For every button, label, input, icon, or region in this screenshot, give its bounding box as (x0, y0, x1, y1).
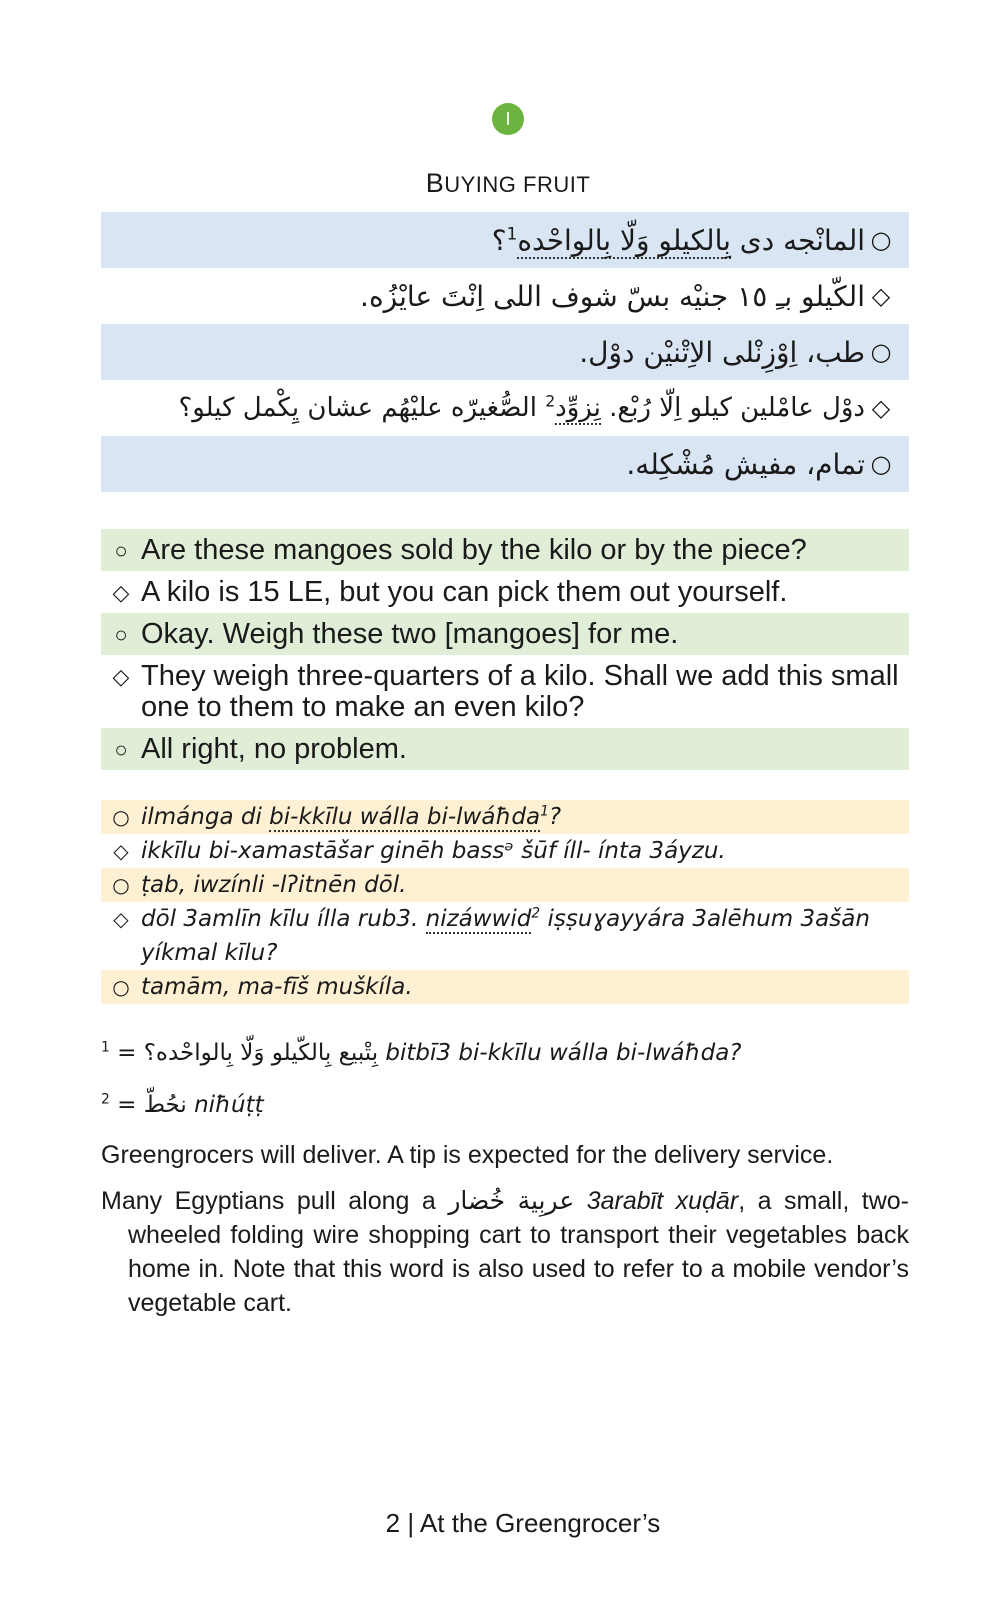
english-line: ◇ They weigh three-quarters of a kilo. Shall we add this small one to them to make an even kilo? (101, 655, 909, 728)
arabic-text: المانْجه دى بِالكيلو وَلّا بِالواحْده$^1$؟ (491, 223, 865, 257)
english-line: ○ Are these mangoes sold by the kilo or by the piece? (101, 529, 909, 571)
transliteration-line: ◇ dōl 3amlīn kīlu ílla rub3. nizáwwid$^2$ iṣṣuɣayyára 3alēhum 3ašān yíkmal kīlu? (101, 902, 909, 970)
transliteration-line: ○ tamām, ma-fīš muškíla. (101, 970, 909, 1004)
chapter-badge: I (492, 103, 524, 135)
arabic-line (101, 212, 909, 268)
cart-note: Many Egyptians pull along a عربِية خُضار 3arabīt xuḍār, a small, two-wheeled folding wire shopping cart to transport their vegetables back home in. Note that this word is also used to refer to a mobile vendor’s vegetable cart. (101, 1187, 909, 1317)
english-line: ◇ A kilo is 15 LE, but you can pick them out yourself. (101, 571, 909, 613)
arabic-text: طب، اِوْزِنْلى الاِتْنيْن دوْل. (579, 335, 865, 369)
circle-marker-icon: ○ (112, 873, 130, 897)
transliteration-line: ○ ṭab, iwzínli -lʔitnēn dōl. (101, 868, 909, 902)
circle-marker-icon: ○ (870, 338, 892, 366)
circle-marker-icon: ○ (870, 450, 892, 478)
arabic-text: تمام، مفيش مُشْكِله. (626, 447, 865, 481)
diamond-marker-icon: ◇ (871, 282, 891, 310)
arabic-dialogue (101, 212, 909, 492)
diamond-marker-icon: ◇ (112, 580, 130, 605)
circle-marker-icon: ○ (114, 622, 128, 647)
arabic-line (101, 324, 909, 380)
footnote-1: $^1$ = بِتْبيع بِالكّيلو وَلّا بِالواحْده؟ bitbī3 bi-kkīlu wálla bi-lwáħda? (101, 1039, 742, 1066)
circle-marker-icon: ○ (112, 975, 130, 999)
transliteration-line: ◇ ikkīlu bi-xamastāšar ginēh bassᵊ šūf íll- ínta 3áyzu. (101, 834, 909, 868)
arabic-line (101, 436, 909, 492)
english-line: ○ Okay. Weigh these two [mangoes] for me. (101, 613, 909, 655)
footnote-2: $^2$ = نحُطّ niħúṭṭ (101, 1091, 264, 1118)
diamond-marker-icon: ◇ (112, 664, 130, 689)
section-title: BUYING FRUIT (425, 168, 591, 198)
transliteration-dialogue (101, 800, 909, 1004)
arabic-text: الكّيلو بـِ ١٥ جنيْه بسّ شوف اللى اِنْتَ عايْزُه. (360, 279, 865, 313)
page-footer: 2 | At the Greengrocer’s (385, 1508, 661, 1538)
circle-marker-icon: ○ (112, 805, 130, 829)
english-dialogue (101, 529, 909, 770)
circle-marker-icon: ○ (114, 538, 128, 563)
english-line: ○ All right, no problem. (101, 728, 909, 770)
diamond-marker-icon: ◇ (113, 907, 129, 931)
diamond-marker-icon: ◇ (113, 839, 129, 863)
transliteration-line: ○ ilmánga di bi-kkīlu wálla bi-lwáħda$^1$? (101, 800, 909, 834)
delivery-note: Greengrocers will deliver. A tip is expected for the delivery service. (101, 1141, 834, 1169)
arabic-line (101, 380, 909, 436)
diamond-marker-icon: ◇ (871, 394, 891, 422)
circle-marker-icon: ○ (114, 737, 128, 762)
circle-marker-icon: ○ (870, 226, 892, 254)
arabic-line (101, 268, 909, 324)
arabic-text: دوْل عامْلين كيلو اِلّا رُبْع. نِزوِّد$^2$ الصُّغيرّه عليْهُم عشان يِكْمل كيلو؟ (178, 392, 865, 423)
